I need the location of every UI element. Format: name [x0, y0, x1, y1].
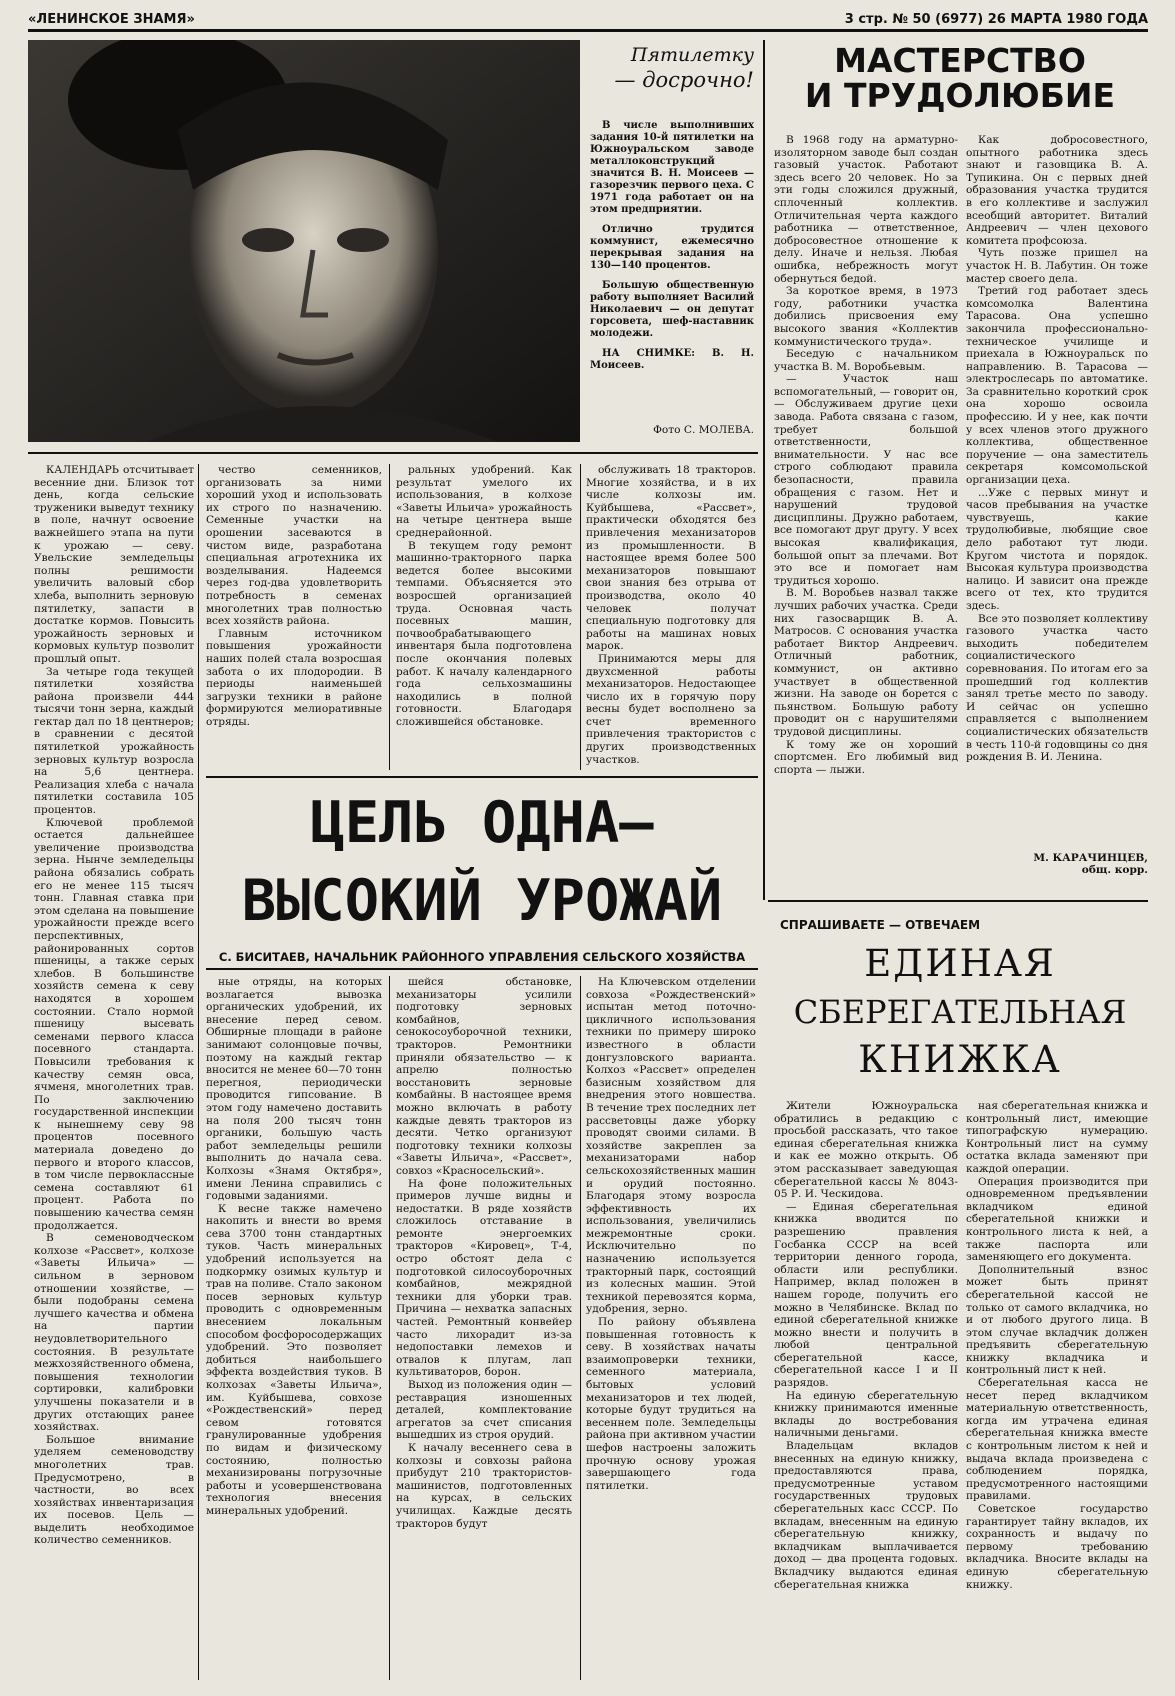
savings-paragraph: Владельцам вкладов внесенных на единую книжку, предоставляются права, предусмотренные уставом государственных трудовых сберегательных касс СССР. По вкладам, внесенным на единую сберегательную книжку, вкладчикам выплачивается доход — два процента годовых. Вкладчику выдаются единая сберегательная книжка [774, 1440, 958, 1591]
section-rule [768, 900, 1148, 902]
mastery-paragraph: К тому же он хороший спортсмен. Его любимый вид спорта — лыжи. [774, 738, 958, 776]
savings-column-1 [774, 1100, 958, 1680]
savings-paragraph: На единую сберегательную книжку принимаются именные вклады до востребования наличными деньгами. [774, 1389, 958, 1440]
harvest-column-2 [206, 464, 382, 770]
harvest-paragraph: Принимаются меры для двухсменной работы механизаторов. Недостающее число их в горячую пору весны будет восполнено за счет временного привлечения трактористов с других производственных участков. [586, 652, 756, 766]
harvest-byline: С. БИСИТАЕВ, НАЧАЛЬНИК РАЙОННОГО УПРАВЛЕНИЯ СЕЛЬСКОГО ХОЗЯЙСТВА [218, 950, 746, 964]
column-divider [580, 976, 581, 1680]
mastery-paragraph: Как добросовестного, опытного работника здесь знают и газовщика В. А. Тупикина. Он с первых дней образования участка трудится в его коллективе и заслужил всеобщий авторитет. Виталий Андреевич — член цехового комитета профсоюза. [966, 134, 1148, 247]
mastery-title-line-2: И ТРУДОЛЮБИЕ [804, 75, 1116, 115]
savings-paragraph: Советское государство гарантирует тайну вкладов, их сохранность и выдачу по первому требованию вкладчика. Вносите вклады на единую сберегательную книжку. [966, 1503, 1148, 1591]
column-divider [580, 464, 581, 770]
harvest-paragraph: На фоне положительных примеров лучше видны и недостатки. В ряде хозяйств сложилось отставание в ремонте энергоемких тракторов «Кировец», Т-4, остро обстоят дела с подготовкой силосоуборочных комбайнов, межрядной техники для уборки трав. Причина — нехватка запасных частей. Ремонтный конвейер часто лихорадит из-за недопоставки лемехов и отвалов к плугам, лап культиваторов, борон. [396, 1177, 572, 1379]
mastery-paragraph: В 1968 году на арматурно-изоляторном заводе был создан газовый участок. Работают здесь всего 20 человек. Но за эти годы сложился дружный, сплоченный коллектив. Отличительная черта каждого работника — ответственное, добросовестное отношение к делу. Иначе и нельзя. Любая ошибка, небрежность могут обернуться бедой. [774, 134, 958, 285]
harvest-paragraph: Ключевой проблемой остается дальнейшее увеличение производства зерна. Нынче земледельцы района обязались собрать его не менее 115 тысяч тонн. Главная ставка при этом сделана на повышение урожайности прежде всего перспективных, районированных сортов пшеницы, а также серых хлебов. В большинстве хозяйств семена к севу находятся в хорошем состоянии. Стало нормой пшеницу высевать семенами первого класса посевного стандарта. Повысили требования к качеству семян овса, ячменя, многолетних трав. По заключению государственной инспекции к нынешнему севу 98 процентов посевного материала доведено до первого и второго классов, в том числе первоклассные семена составляют 61 процент. Работа по повышению качества семян продолжается. [34, 816, 194, 1232]
harvest-paragraph: За четыре года текущей пятилетки хозяйства района произвели 444 тысячи тонн зерна, каждый гектар дал по 18 центнеров; в сравнении с десятой пятилеткой урожайность зерновых культур возросла на 5,6 центнера. Реализация хлеба с начала пятилетки составила 105 процентов. [34, 665, 194, 817]
column-divider [198, 464, 199, 1680]
portrait-image [28, 40, 580, 442]
photo-rule [28, 452, 758, 454]
harvest-paragraph: В семеноводческом колхозе «Рассвет», колхозе «Заветы Ильича» — сильном в зерновом отношении хозяйстве, — были подобраны семена лучшего качества и обмена на партии неудовлетворительного состояния. В результате межхозяйственного обмена, повышения технологии сортировки, калибровки улучшены показатели и в других отстающих ранее хозяйствах. [34, 1232, 194, 1434]
newspaper-name: «ЛЕНИНСКОЕ ЗНАМЯ» [28, 12, 195, 27]
savings-paragraph: Сберегательная касса не несет перед вкладчиком материальную ответственность, когда им утрачена единая сберегательная книжка вместе с контрольным листом к ней и выдача вклада произведена с соблюдением порядка, предусмотренного настоящими правилами. [966, 1377, 1148, 1503]
harvest-title-line-1: ЦЕЛЬ ОДНА— [310, 790, 654, 856]
savings-kicker: СПРАШИВАЕТЕ — ОТВЕЧАЕМ [780, 918, 981, 932]
harvest-column-3-continued [396, 976, 572, 1680]
photo-caption [590, 120, 754, 420]
headline-rule [206, 776, 758, 778]
caption-paragraph: Отлично трудится коммунист, ежемесячно перекрывая задания на 130—140 процентов. [590, 224, 754, 271]
masthead [28, 8, 1148, 30]
harvest-title-line-2: ВЫСОКИЙ УРОЖАЙ [241, 868, 723, 934]
issue-info: 3 стр. № 50 (6977) 26 МАРТА 1980 ГОДА [844, 12, 1148, 27]
savings-title-line-3: КНИЖКА [858, 1038, 1062, 1081]
portrait-photo [28, 40, 580, 442]
harvest-paragraph: Большое внимание уделяем семеноводству многолетних трав. Предусмотрено, в частности, во всех хозяйствах инвентаризация их посевов. Цель — выделить необходимое количество семенников. [34, 1433, 194, 1547]
slogan [590, 44, 754, 102]
savings-paragraph: Жители Южноуральска обратились в редакцию с просьбой рассказать, что такое единая сберегательная книжка и как ее можно открыть. Об этом рассказывает заведующая сберегательной кассы № 8043-05 Р. И. Ческидова. [774, 1100, 958, 1201]
mastery-column-1 [774, 134, 958, 894]
column-divider [389, 464, 390, 770]
mastery-title [772, 44, 1148, 122]
harvest-column-1 [34, 464, 194, 1680]
slogan-line-1: Пятилетку [630, 44, 754, 66]
harvest-paragraph: На Ключевском отделении совхоза «Рождественский» испытан метод поточно-цикличного использования техники по примеру широко известного в области донгузловского варианта. Колхоз «Рассвет» определен базисным хозяйством для внедрения этого новшества. В течение трех последних лет рассветовцы даже уборку проводят своими силами. В хозяйстве закреплен за механизаторами набор сельскохозяйственных машин и орудий постоянно. Благодаря этому возросла эффективность их использования, увеличились межремонтные сроки. Исключительно по назначению используется тракторный парк, состоящий из колесных машин. Этой техникой перевозятся корма, удобрения, зерно. [586, 976, 756, 1316]
harvest-column-4-continued [586, 976, 756, 1680]
caption-paragraph: Большую общественную работу выполняет Василий Николаевич — он депутат горсовета, шеф-наставник молодежи. [590, 280, 754, 339]
mastery-paragraph: Третий год работает здесь комсомолка Валентина Тарасова. Она успешно закончила профессионально-техническое училище и приехала в Южноуральск по направлению. В. Тарасова — электрослесарь по автоматике. За сравнительно короткий срок она хорошо освоила профессию. И у нее, как почти у всех членов этого дружного коллектива, общественное поручение — она заместитель секретаря комсомольской организации цеха. [966, 285, 1148, 487]
mastery-paragraph: ...Уже с первых минут и часов пребывания на участке чувствуешь, какие трудолюбивые, любящие свое дело работают тут люди. Кругом чистота и порядок. Высокая культура производства налицо. И зависит она прежде всего от тех, кто трудится здесь. [966, 486, 1148, 612]
mastery-paragraph: Все это позволяет коллективу газового участка часто выходить победителем социалистического соревнования. По итогам его за прошедший год коллектив занял третье место по заводу. И сейчас он успешно справляется с выполнением социалистических обязательств в честь 110-й годовщины со дня рождения В. И. Ленина. [966, 612, 1148, 764]
mastery-paragraph: В. М. Воробьев назвал также лучших рабочих участка. Среди них газосварщик В. А. Матросов. С основания участка работает Виктор Андреевич. Отличный работник, коммунист, он активно участвует в общественной жизни. На заводе он борется с пьянством. Большую работу проводит он с нарушителями трудовой дисциплины. [774, 587, 958, 738]
savings-column-2 [966, 1100, 1148, 1680]
savings-title-line-2: СБЕРЕГАТЕЛЬНАЯ [793, 993, 1127, 1031]
harvest-paragraph: ральных удобрений. Как результат умелого их использования, в колхозе «Заветы Ильича» урожайность на четыре центнера выше среднерайонной. [396, 464, 572, 539]
photo-credit: Фото С. МОЛЕВА. [653, 424, 754, 436]
slogan-line-2: — досрочно! [614, 68, 754, 92]
harvest-paragraph: К началу весеннего сева в колхозы и совхозы района прибудут 210 трактористов-машинистов, подготовленных на курсах, в сельских училищах. Каждые десять тракторов будут [396, 1441, 572, 1530]
mastery-paragraph: Чуть позже пришел на участок Н. В. Лабутин. Он тоже мастер своего дела. [966, 247, 1148, 285]
harvest-paragraph: Главным источником повышения урожайности наших полей стала возросшая забота о их плодородии. В периоды наименьшей загрузки техники в районе формируются мелиоративные отряды. [206, 627, 382, 728]
mastery-signature [966, 852, 1148, 884]
mastery-author-role: общ. корр. [1081, 864, 1148, 876]
harvest-paragraph: КАЛЕНДАРЬ отсчитывает весенние дни. Близок тот день, когда сельские труженики выведут технику в поле, начнут освоение важнейшего этапа на пути к урожаю — севу. Увельские земледельцы полны решимости увеличить валовый сбор хлеба, выполнить зерновую пятилетку, запасти в достатке кормов. Повысить урожайность зерновых и кормовых культур позволит прошлый опыт. [34, 464, 194, 665]
harvest-paragraph: ные отряды, на которых возлагается вывозка органических удобрений, их внесение перед севом. Обширные площади в районе занимают солонцовые почвы, поэтому на каждый гектар вносится не менее 60—70 тонн перегноя, периодически проводится гипсование. В этом году намечено доставить на поля 200 тысяч тонн органики, большую часть работ земледельцы решили выполнить до начала сева. Колхозы «Знамя Октября», имени Ленина справились с годовыми заданиями. [206, 976, 382, 1203]
harvest-column-3 [396, 464, 572, 770]
harvest-paragraph: обслуживать 18 тракторов. Многие хозяйства, и в их числе колхозы им. Куйбышева, «Рассвет», практически обходятся без привлечения механизаторов из промышленности. В настоящее время более 500 механизаторов повышают свои знания без отрыва от производства, около 40 человек получат специальную подготовку для работы на машинах новых марок. [586, 464, 756, 653]
harvest-paragraph: К весне также намечено накопить и внести во время сева 3700 тонн стандартных туков. Часть минеральных удобрений используется на подкормку озимых культур и трав на поливе. Стало законом посев зерновых культур проводить с одновременным внесением локальным способом фосфоросодержащих удобрений. Это позволяет добиться наибольшего эффекта воздействия туков. В колхозах «Заветы Ильича», им. Куйбышева, совхозе «Рождественский» перед севом готовятся гранулированные удобрения по видам и физическому состоянию, полностью механизированы погрузочные работы и усовершенствована технология внесения минеральных удобрений. [206, 1202, 382, 1517]
mastery-column-2 [966, 134, 1148, 846]
harvest-paragraph: В текущем году ремонт машинно-тракторного парка ведется более высокими темпами. Объясняется это возросшей организацией труда. Основная часть посевных машин, почвообрабатывающего инвентаря была подготовлена после окончания полевых работ. К началу календарного года сельхозмашины находились в полной готовности. Благодаря сложившейся обстановке. [396, 539, 572, 728]
harvest-column-2-continued [206, 976, 382, 1680]
harvest-paragraph: шейся обстановке, механизаторы усилили подготовку зерновых комбайнов, сенокосоуборочной техники, тракторов. Ремонтники приняли обязательство — к апрелю полностью восстановить зерновые комбайны. В настоящее время можно включать в работу каждые девять тракторов из десяти. Четко организуют подготовку техники колхозы «Заветы Ильича», «Рассвет», совхоз «Красносельский». [396, 976, 572, 1177]
column-divider [389, 976, 390, 1680]
savings-paragraph: ная сберегательная книжка и контрольный лист, имеющие типографскую нумерацию. Контрольный лист на сумму остатка вклада заменяют при каждой операции. [966, 1100, 1148, 1175]
caption-paragraph: НА СНИМКЕ: В. Н. Моисеев. [590, 348, 754, 371]
column-divider [763, 40, 765, 900]
savings-paragraph: Операция производится при одновременном предъявлении вкладчиком единой сберегательной книжки и контрольного листа к ней, а также паспорта или заменяющего его документа. [966, 1175, 1148, 1264]
harvest-paragraph: По району объявлена повышенная готовность к севу. В хозяйствах начаты взаимопроверки техники, семенного материала, бытовых условий механизаторов и тех людей, которые будут трудиться на весеннем поле. Земледельцы района при активном участии шефов настроены заложить прочную основу урожая завершающего года пятилетки. [586, 1316, 756, 1492]
caption-paragraph: В числе выполнивших задания 10-й пятилетки на Южноуральском заводе металлоконструкций значится В. Н. Моисеев — газорезчик первого цеха. С 1971 года работает он на этом предприятии. [590, 120, 754, 215]
mastery-paragraph: За короткое время, в 1973 году, работники участка добились присвоения ему высокого звания «Коллектив коммунистического труда». [774, 285, 958, 348]
harvest-paragraph: чество семенников, организовать за ними хороший уход и использовать их строго по назначению. Семенные участки на орошении засеваются в чистом виде, разработана специальная агротехника их возделывания. Надеемся через год-два удовлетворить потребность в семенах многолетних трав полностью всех хозяйств района. [206, 464, 382, 628]
mastery-title-line-1: МАСТЕРСТВО [834, 44, 1086, 80]
savings-paragraph: — Единая сберегательная книжка вводится по разрешению правления Госбанка СССР на всей территории денного города, области или республики. Например, вклад положен в нашем городе, получить его можно в Челябинске. Вклад по единой сберегательной книжке можно внести и получить в любой центральной сберегательной кассе, сберегательной кассе I и II разрядов. [774, 1200, 958, 1390]
savings-title-line-1: ЕДИНАЯ [864, 942, 1056, 985]
savings-title [772, 940, 1148, 1090]
mastery-author: М. КАРАЧИНЦЕВ, [1033, 852, 1148, 864]
masthead-rule [28, 29, 1148, 32]
mastery-paragraph: — Участок наш вспомогательный, — говорит он, — Обслуживаем другие цехи завода. Работа связана с газом, требует большой ответственности, внимательности. У нас все строго соблюдают правила безопасности, правила обращения с газом. Нет и нарушений трудовой дисциплины. Дружно работаем, все помогают друг другу. У всех высокая квалификация, большой опыт за плечами. Вот это все и помогает нам трудиться хорошо. [774, 373, 958, 587]
mastery-paragraph: Беседую с начальником участка В. М. Воробьевым. [774, 348, 958, 373]
harvest-title [206, 784, 758, 944]
harvest-paragraph: Выход из положения один — реставрация изношенных деталей, комплектование агрегатов за счет списания вышедших из строя орудий. [396, 1379, 572, 1442]
harvest-column-4 [586, 464, 756, 770]
savings-paragraph: Дополнительный взнос может быть принят сберегательной кассой не только от самого вкладчика, но и от любого другого лица. В этом случае вкладчик должен предъявить сберегательную книжку вкладчика и контрольный лист к ней. [966, 1263, 1148, 1377]
byline-rule [206, 968, 758, 970]
